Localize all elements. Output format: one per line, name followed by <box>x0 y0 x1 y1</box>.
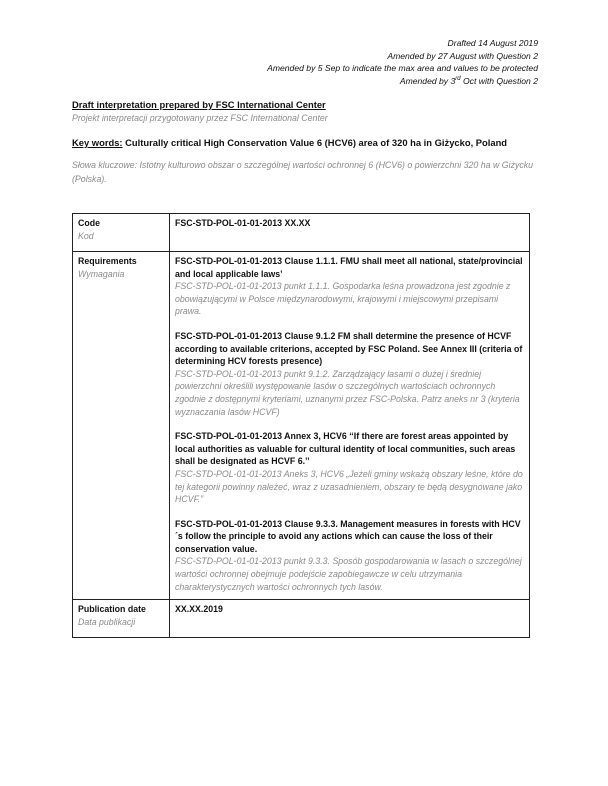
keywords <box>72 137 542 148</box>
requirements-value-cell <box>170 252 530 600</box>
interpretation-table <box>72 213 530 638</box>
amended-note-2: Amended by 5 Sep to indicate the max area and values to be protected <box>267 63 538 74</box>
amended-note-3-post: Oct with Question 2 <box>460 76 538 87</box>
clause-text: FSC-STD-POL-01-01-2013 Clause 9.3.3. Management measures in forests with HCV´s follow the principle to avoid any actions which can cause the loss of their conservation value. <box>175 518 521 554</box>
requirements-label-pl: Wymagania <box>78 268 125 279</box>
code-label-cell <box>73 214 170 252</box>
clause-text: FSC-STD-POL-01-01-2013 Annex 3, HCV6 ‘‘If there are forest areas appointed by local authorities as valuable for cultural identity of local communities, such areas shall be designated as HCVF 6.’’ <box>175 431 516 467</box>
clause-item <box>175 330 524 418</box>
clause-item <box>175 255 524 318</box>
publication-label-pl: Data publikacji <box>78 616 136 627</box>
amended-note-1: Amended by 27 August with Question 2 <box>387 50 538 61</box>
keywords-label: Key words: <box>72 137 123 148</box>
clause-text-pl: FSC-STD-POL-01-01-2013 punkt 1.1.1. Gospodarka leśna prowadzona jest zgodnie z obowiązującymi w Polsce międzynarodowymi, krajowymi i miejscowymi przepisami prawa. <box>175 281 511 317</box>
publication-label-cell <box>73 600 170 638</box>
clause-text-pl: FSC-STD-POL-01-01-2013 punkt 9.3.3. Sposób gospodarowania w lasach o szczególnej wartości ochronnej obejmuje podejście zapobiegawcze w celu utrzymania charakterystycznych wartości ochronnych tych lasów. <box>175 556 522 592</box>
publication-value: XX.XX.2019 <box>175 604 223 615</box>
table-row-publication <box>73 600 530 638</box>
keywords-pl: Słowa kluczowe: Istotny kulturowo obszar o szczególnej wartości ochronnej 6 (HCV6) o powierzchni 320 ha w Giżycku (Polska). <box>72 160 534 184</box>
requirements-label-cell <box>73 252 170 600</box>
table-row-requirements <box>73 252 530 600</box>
drafted-note: Drafted 14 August 2019 <box>447 38 538 48</box>
code-label: Code <box>78 218 100 228</box>
publication-label: Publication date <box>78 604 146 615</box>
document-title-pl: Projekt interpretacji przygotowany przez FSC International Center <box>72 113 328 123</box>
code-value-cell <box>170 214 530 252</box>
table-row-code <box>73 214 530 252</box>
clause-text: FSC-STD-POL-01-01-2013 Clause 1.1.1. FMU shall meet all national, state/provincial and local applicable laws’ <box>175 256 523 279</box>
publication-value-cell <box>170 600 530 638</box>
requirements-label: Requirements <box>78 256 137 266</box>
amended-note-3-sup: rd <box>455 76 461 83</box>
clause-item <box>175 518 524 594</box>
keywords-text: Culturally critical High Conservation Value 6 (HCV6) area of 320 ha in Giżycko, Poland <box>122 137 508 148</box>
document-title: Draft interpretation prepared by FSC International Center <box>72 99 326 110</box>
code-label-pl: Kod <box>78 230 94 241</box>
clause-text-pl: FSC-STD-POL-01-01-2013 Aneks 3, HCV6 „Jeżeli gminy wskażą obszary leśne, które do tej kategorii powinny należeć, wraz z uzasadnieniem, obszary te będą desygnowane jako HCVF.” <box>175 468 523 505</box>
clause-text-pl: FSC-STD-POL-01-01-2013 punkt 9.1.2. Zarządzający lasami o dużej i średniej powierzchni określili występowanie lasów o szczególnych wartościach ochronnych zgodnie z dostępnymi kryteriami, uznanymi przez FSC-Polska. Patrz aneks nr 3 (kryteria wyznaczania lasów HCVF) <box>175 368 520 417</box>
code-value: FSC-STD-POL-01-01-2013 XX.XX <box>175 218 311 228</box>
clause-text: FSC-STD-POL-01-01-2013 Clause 9.1.2 FM shall determine the presence of HCVF according to available criterions, accepted by FSC Poland. See Annex III (criteria of determining HCV forests presence) <box>175 330 523 367</box>
amended-note-3 <box>267 75 538 88</box>
amended-note-3-pre: Amended by 3 <box>399 76 456 87</box>
revision-notes <box>267 37 538 88</box>
clause-item <box>175 430 524 506</box>
